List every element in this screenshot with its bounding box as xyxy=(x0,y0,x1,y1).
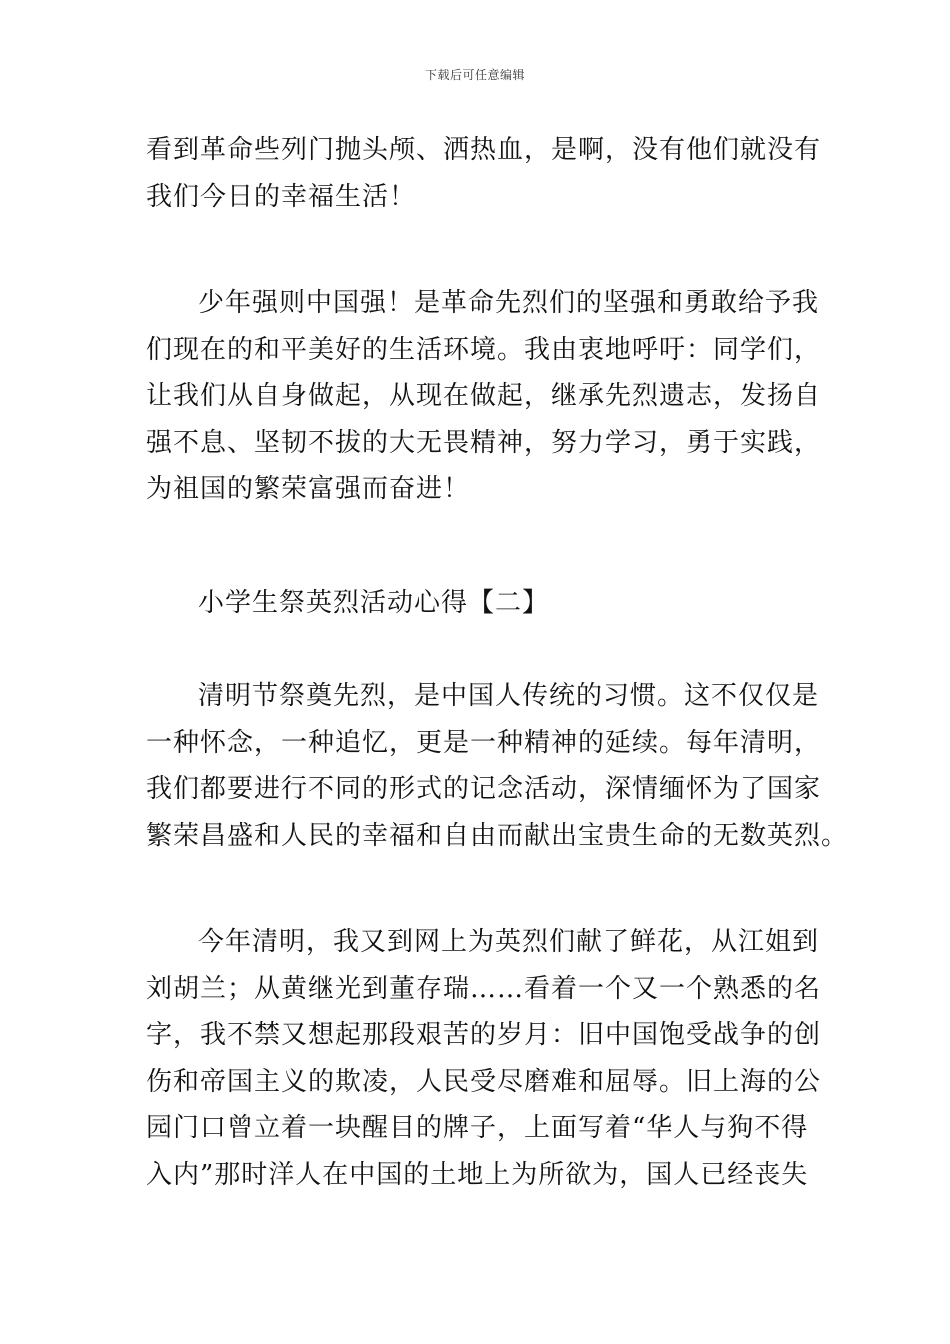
text-line: 为祖国的繁荣富强而奋进！ xyxy=(146,474,471,504)
paragraph-2 xyxy=(146,280,822,513)
text-line: 伤和帝国主义的欺凌，人民受尽磨难和屈辱。旧上海的公 xyxy=(146,1066,822,1097)
text-line: 们现在的和平美好的生活环境。我由衷地呼吁：同学们， xyxy=(146,334,822,365)
text-line: 园门口曾立着一块醒目的牌子，上面写着“华人与狗不得 xyxy=(146,1113,809,1143)
text-line: 字，我不禁又想起那段艰苦的岁月：旧中国饱受战争的创 xyxy=(146,1020,822,1050)
text-line: 看到革命些列门抛头颅、洒热血，是啊，没有他们就没有 xyxy=(146,135,822,165)
paragraph-3 xyxy=(146,673,849,859)
text-line: 入内”那时洋人在中国的土地上为所欲为，国人已经丧失 xyxy=(146,1159,809,1190)
text-line: 我们今日的幸福生活！ xyxy=(146,181,417,212)
paragraph-4 xyxy=(146,919,822,1198)
paragraph-1 xyxy=(146,127,822,220)
section-heading xyxy=(146,580,811,627)
text-line: 刘胡兰；从黄继光到董存瑞……看着一个又一个熟悉的名 xyxy=(146,973,822,1004)
text-line: 少年强则中国强！是革命先烈们的坚强和勇敢给予我 xyxy=(198,288,820,318)
text-line: 我们都要进行不同的形式的记念活动，深情缅怀为了国家 xyxy=(146,774,822,804)
section-heading-text: 小学生祭英烈活动心得【二】 xyxy=(198,588,550,618)
text-line: 今年清明，我又到网上为英烈们献了鲜花，从江姐到 xyxy=(198,927,820,957)
text-line: 清明节祭奠先烈，是中国人传统的习惯。这不仅仅是 xyxy=(198,681,820,711)
header-note: 下载后可任意编辑 xyxy=(424,68,525,82)
text-line: 繁荣昌盛和人民的幸福和自由而献出宝贵生命的无数英烈。 xyxy=(146,820,849,851)
text-line: 让我们从自身做起，从现在做起，继承先烈遗志，发扬自 xyxy=(146,381,822,411)
text-line: 一种怀念，一种追忆，更是一种精神的延续。每年清明， xyxy=(146,727,822,758)
text-line: 强不息、坚韧不拔的大无畏精神，努力学习，勇于实践， xyxy=(146,427,822,458)
